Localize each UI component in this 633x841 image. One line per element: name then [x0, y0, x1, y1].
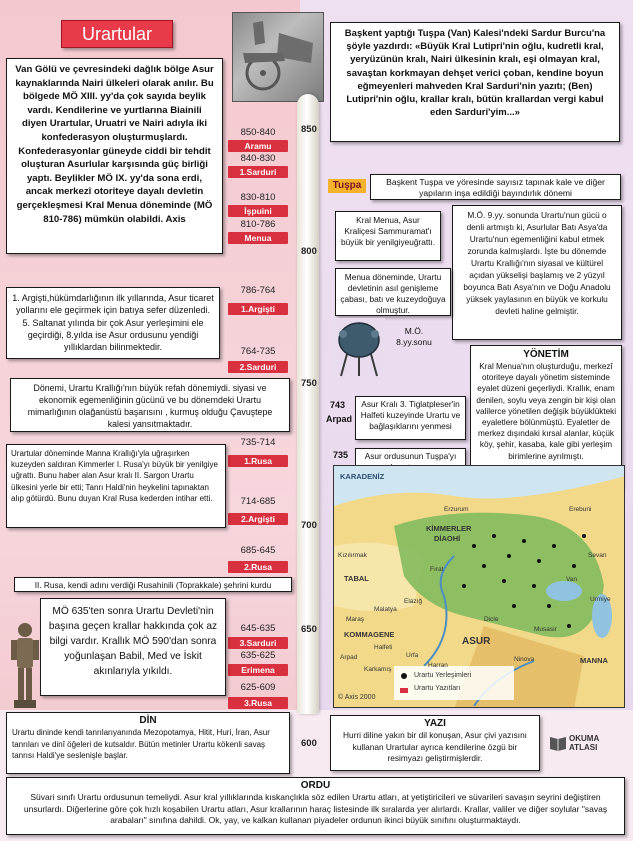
tuspa-siege-text: Asur ordusunun Tuşpa'yı: [355, 448, 466, 476]
timeline-column: [297, 94, 319, 714]
map-legend-settlements: Urartu Yerleşimleri: [414, 672, 472, 679]
map-label: Kızılırmak: [338, 552, 367, 559]
map-label: Erebuni: [569, 506, 592, 513]
king-name: 2.Sarduri: [228, 361, 288, 373]
siege-year: 735: [333, 450, 349, 460]
map-copyright: © Axis 2000: [338, 694, 376, 701]
okuma-atlasi-logo: [548, 730, 620, 756]
tick-600: 600: [301, 738, 317, 749]
urartian-cauldron-image: [333, 318, 385, 378]
bronze-figure-image: [8, 618, 42, 710]
king-name: 1.Sarduri: [228, 166, 288, 178]
tick-800: 800: [301, 246, 317, 257]
intro-text: Van Gölü ve çevresindeki dağlık bölge Asur kaynaklarında Nairi ülkeleri olarak anılır. Bu bölgede MÖ XIII. yy'da çok sayıda beylik vardı. Kendilerine ve yurtlarına Biainili diyen Urartular, Uruatri ve Nairi adıyla iki konfederasyon oluşturmuşlardı. Konfederasyonlar güneyde ciddi bir tehdit oluşturan Asurlular karşısında güç birliği yaptı. Beylikler MÖ IX. yy'da sona erdi, ancak merkezî otoriteye dayalı devletin gerçekleşmesi Kral Menua döneminde (MÖ 810-786) mümkün olabildi. Axis: [6, 58, 223, 254]
king-years: 714-685: [240, 496, 276, 507]
army-title: ORDU: [300, 780, 331, 791]
religion-box: [6, 712, 290, 774]
late-period-text: MÖ 635'ten sonra Urartu Devleti'nin başına geçen krallar hakkında çok az bilgi vardır. Krallık MÖ 590'dan sonra yoğunlaşan Babil, Med ve İskit akınlarıyla yıkıldı.: [40, 598, 226, 696]
king-years: 735-714: [240, 437, 276, 448]
logo-text: OKUMA ATLASI: [569, 734, 599, 752]
army-text: Süvari sınıfı Urartu ordusunun temeliydi. Asur kral yıllıklarında kıskançlıkla söz edilen Urartu atları, at yetiştiricileri ve süvarileri savaşın seyrini değiştiren unsurlardı. Diğerlerine göre çok hızlı koşabilen Urartu atları, Asur krallarının haraç listesinde ilk sıralarda yer alırlardı. Krallar, valiler ve diğer soylular "savaş arabaları" sınıfına dahildi. Ok, yay, ve kalkan kullanan piyadeler ordunun ikinci büyük sınıfını oluşturmaktaydı.: [23, 792, 608, 825]
tick-650: 650: [301, 624, 317, 635]
administration-title: YÖNETİM: [523, 349, 569, 360]
king-years: 685-645: [240, 545, 276, 556]
map-label: Harran: [428, 662, 448, 669]
urartu-map: [333, 465, 625, 708]
king-years: 830-810: [240, 192, 276, 203]
writing-title: YAZI: [424, 718, 446, 729]
map-label: Ninova: [514, 656, 535, 663]
king-years: 786-764: [240, 285, 276, 296]
writing-box: [330, 715, 540, 771]
map-label: Erzurum: [444, 506, 469, 513]
map-label: Arpad: [340, 654, 358, 661]
tick-850: 850: [301, 124, 317, 135]
king-name: Erimena: [228, 664, 288, 676]
map-label: KOMMAGENE: [344, 630, 395, 639]
king-years: 810-786: [240, 219, 276, 230]
arpad-place: Arpad: [326, 414, 353, 424]
arpad-battle-text: Asur Kralı 3. Tiglatpleser'in Halfeti kuzeyinde Urartu ve bağlaşıklarını yenmesi: [355, 396, 466, 440]
book-icon: [548, 733, 568, 753]
urartu-power-text: M.Ö. 9.yy. sonunda Urartu'nun gücü o denli artmıştı ki, Asurlular Batı Asya'da Urartu'nun egemenliğini kabul etmek zorunda kalmışlardı. İşte bu dönemde Urartu Krallığı'nın siyasal ve kültürel açıdan yükselişi başlamış ve 2 yüzyıl boyunca Batı Asya'nın ve Doğu Anadolu yüksek yaylasının en büyük ve korkulu devleti haline gelmiştir.: [452, 205, 622, 340]
map-label: Elazığ: [404, 598, 423, 605]
argisti-text: 1. Argişti,hükümdarlığının ilk yıllarında, Asur ticaret yollarını ele geçirmek için batıya sefer düzenledi. 5. Saltanat yılında bir çok Asur yerleşimini ele geçirdiği, 8.yılda ise Asur ordusunu yendiği yıllıklardan bilinmektedir.: [6, 287, 220, 359]
map-label: Malatya: [374, 606, 397, 613]
map-label: DİAOHİ: [434, 534, 461, 543]
king-name: 1.Argişti: [228, 303, 288, 315]
map-label: TABAL: [344, 574, 369, 583]
tuspa-tag: Tuşpa: [328, 179, 366, 193]
map-label: Urmiye: [590, 596, 611, 603]
map-label: Urfa: [406, 652, 419, 659]
king-name: Menua: [228, 232, 288, 244]
king-name: 3.Rusa: [228, 697, 288, 709]
king-name: Aramu: [228, 140, 288, 152]
map-label: Van: [566, 576, 578, 583]
king-years: 645-635: [240, 623, 276, 634]
chariot-relief-image: [232, 12, 324, 102]
menua-queen-text: Kral Menua, Asur Kraliçesi Sammuramat'ı büyük bir yenilgiyeuğrattı.: [335, 211, 441, 261]
king-years: 635-625: [240, 650, 276, 661]
religion-text: Urartu dininde kendi tanrılarıyanında Mezopotamya, Hitit, Huri, İran, Asur tanrıları ve dinî öğeleri de kutsaldır. Bütün metinler Urartu kökenli savaş tanrısı Haldi'ye seslenişle başlar.: [12, 728, 270, 760]
rusa1-text: Urartular döneminde Manna Krallığı'yla uğraşırken kuzeyden saldıran Kimmerler I. Rusa'yı büyük bir yenilgiye uğrattı. Bunu haber alan Asur kralı II. Sargon Urartu ülkesini yerle bir etti; Tanrı Haldi'nin heykelini tapınaktan alıp götürdü. Bunu duyan Kral Rusa kederden intihar etti.: [6, 444, 226, 528]
map-label: Dicle: [484, 616, 499, 623]
map-label: ASUR: [462, 636, 491, 647]
map-label-sea: KARADENİZ: [340, 472, 385, 481]
king-name: İşpuini: [228, 205, 288, 217]
tick-700: 700: [301, 520, 317, 531]
king-name: 2.Argişti: [228, 513, 288, 525]
king-years: 840-830: [240, 153, 276, 164]
menua-expansion-text: Menua döneminde, Urartu devletinin asıl genişleme çabası, batı ve kuzeydoğuya olmuştur.: [335, 268, 451, 316]
page-title: Urartular: [61, 20, 173, 48]
religion-title: DİN: [139, 715, 157, 726]
army-box: [6, 777, 625, 835]
king-years: 764-735: [240, 346, 276, 357]
tuspa-construction-text: Başkent Tuşpa ve yöresinde sayısız tapınak kale ve diğer yapıların inşa edildiği bayındırlık dönemi: [370, 174, 621, 200]
king-years: 625-609: [240, 682, 276, 693]
king-name: 2.Rusa: [228, 561, 288, 573]
golden-age-text: Dönemi, Urartu Krallığı'nın büyük refah dönemiydi. siyasi ve ekonomik egemenliğinin gücünü ve bu dönemdeki Urartu mimarlığının olağanüstü başarısını , kurmuş olduğu Çavuştepe kalesi yansıtmaktadır.: [10, 378, 290, 432]
map-label: Sevan: [588, 552, 607, 559]
king-name: 1.Rusa: [228, 455, 288, 467]
cauldron-caption: M.Ö. 8.yy.sonu: [396, 326, 432, 347]
rusa2-text: II. Rusa, kendi adını verdiği Rusahinili (Toprakkale) şehrini kurdu: [14, 577, 292, 592]
map-label: Fırat: [430, 566, 444, 573]
map-label: Karkamış: [364, 666, 392, 673]
map-legend-inscriptions: Urartu Yazıtları: [414, 685, 461, 692]
sarduri-inscription-quote: Başkent yaptığı Tuşpa (Van) Kalesi'ndeki Sardur Burcu'na şöyle yazdırdı: «Büyük Kral Lutipri'nin oğlu, kudretli kral, yeryüzünün kralı, Nairi ülkesinin kralı, eşi olmayan kral, savaştan korkmayan dehşet verici çoban, kendine boyun eğmeyenleri mahveden Kral Sarduri'nin yazıtı; (Ben) Lutipri'nin oğlu, krallar kralı, bütün krallardan vergi kabul eden Sarduri'yim...»: [330, 22, 620, 142]
map-label: KİMMERLER: [426, 524, 472, 533]
administration-text: Kral Menua'nın oluşturduğu, merkezî otoriteye dayalı yönetim sisteminde eyalet düzeni geçerliydi. Krallık, enam denilen, soylu veya zengin bir kişi olan valilerce yönetilen değişik büyüklükteki eyaletlere bölünmüştü. Eyaletler de merkez dışındaki kırsal alanlar, küçük köy, şehir, kasaba, kale gibi yerleşim birimlerine ayrılmıştı.: [475, 362, 617, 461]
arpad-year: 743: [330, 400, 346, 410]
map-label: Maraş: [346, 616, 365, 623]
writing-text: Hurri diline yakın bir dil konuşan, Asur çivi yazısını kullanan Urartular ayrıca kendilerine özgü bir resimyazı geliştirmişlerdir.: [343, 730, 527, 763]
map-label: MANNA: [580, 656, 608, 665]
map-label: Musasir: [534, 626, 557, 633]
tick-750: 750: [301, 378, 317, 389]
king-years: 850-840: [240, 127, 276, 138]
map-label: Halfeti: [374, 644, 393, 651]
king-name: 3.Sarduri: [228, 637, 288, 649]
